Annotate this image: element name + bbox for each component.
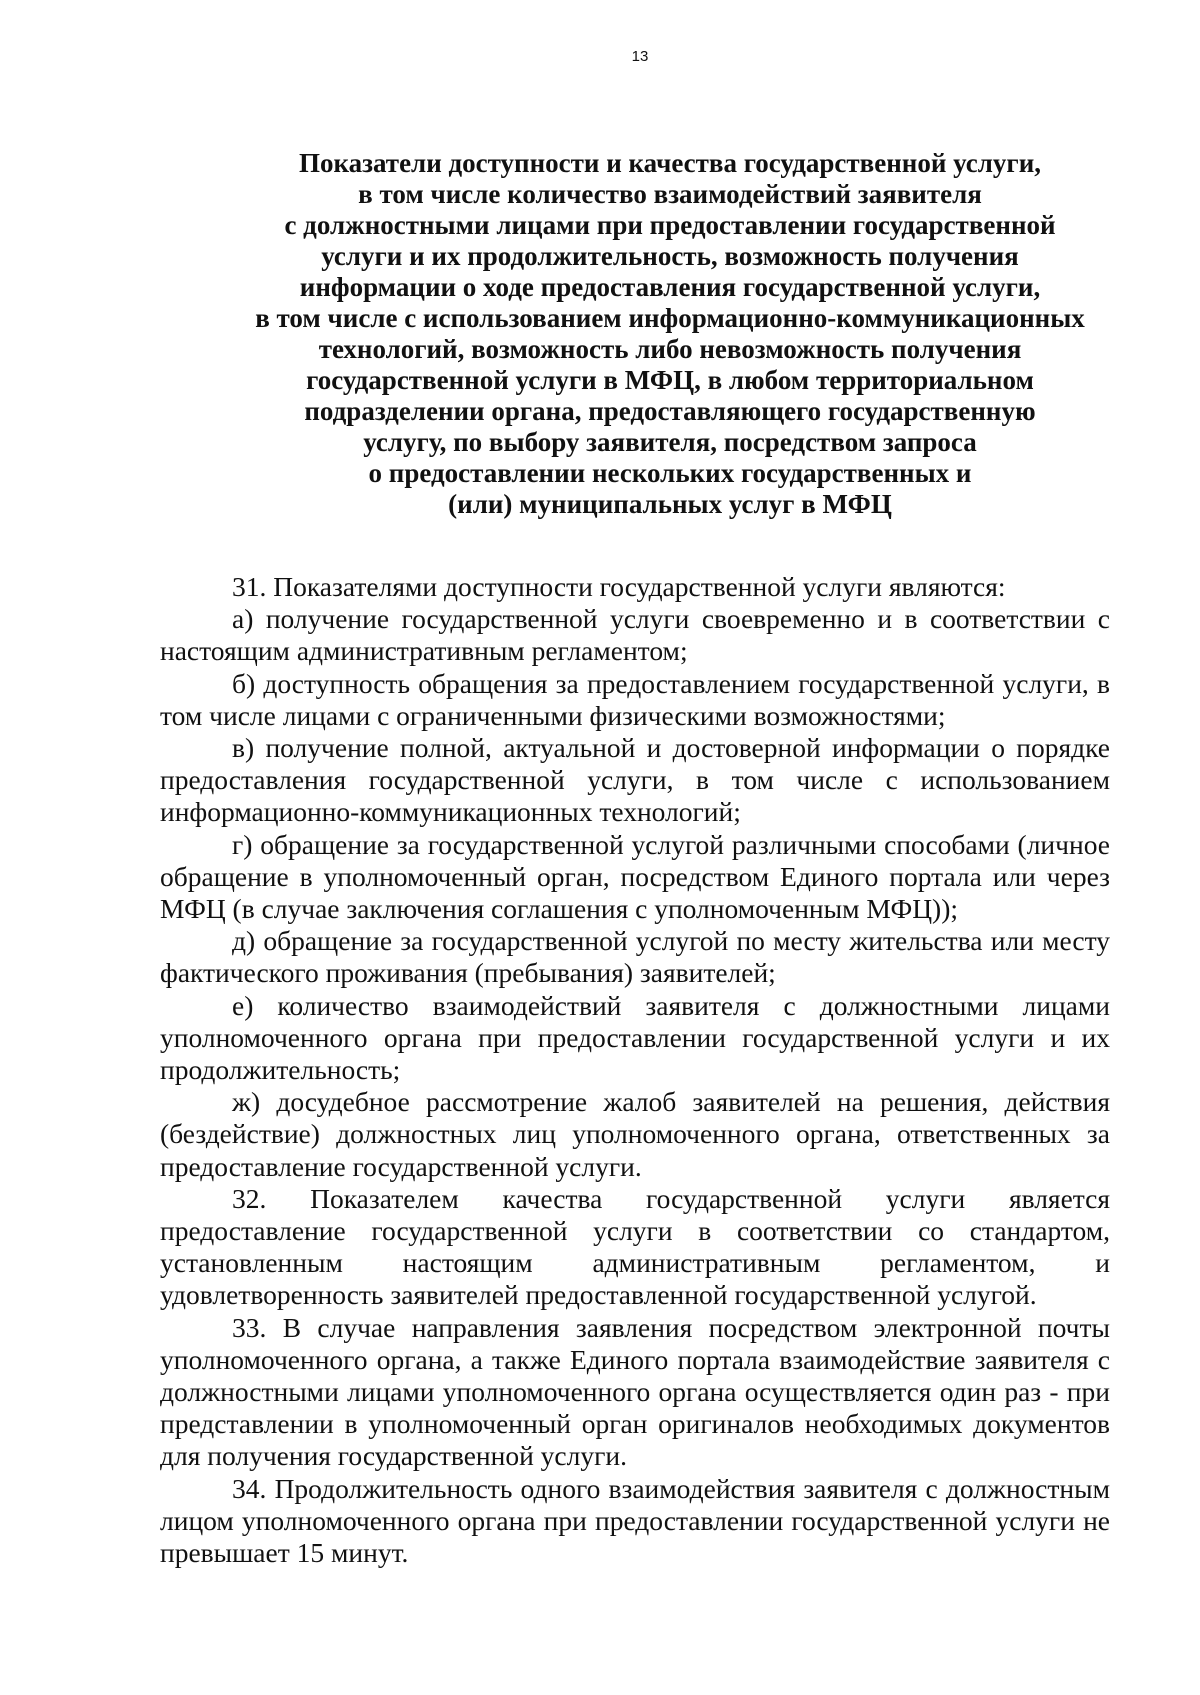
list-item-zh: ж) досудебное рассмотрение жалоб заявителей на решения, действия (бездействие) должностных лиц уполномоченного органа, ответственных за предоставление государственной услуги.	[160, 1086, 1110, 1182]
list-item-b: б) доступность обращения за предоставлением государственной услуги, в том числе лицами с ограниченными физическими возможностями;	[160, 667, 1110, 731]
paragraph-34: 34. Продолжительность одного взаимодействия заявителя с должностным лицом уполномоченного органа при предоставлении государственной услуги не превышает 15 минут.	[160, 1472, 1110, 1569]
heading-line: технологий, возможность либо невозможность получения	[318, 334, 1022, 364]
heading-line: в том числе количество взаимодействий заявителя	[358, 179, 982, 209]
section-heading	[230, 148, 1110, 520]
heading-line: Показатели доступности и качества государственной услуги,	[299, 148, 1041, 178]
list-item-d: д) обращение за государственной услугой по месту жительства или месту фактического проживания (пребывания) заявителей;	[160, 925, 1110, 989]
heading-line: подразделении органа, предоставляющего государственную	[304, 396, 1036, 426]
heading-line: информации о ходе предоставления государственной услуги,	[299, 272, 1041, 302]
paragraph-33: 33. В случае направления заявления посредством электронной почты уполномоченного органа, а также Единого портала взаимодействие заявителя с должностными лицами уполномоченного органа осуществляется один раз - при представлении в уполномоченный орган оригиналов необходимых документов для получения государственной услуги.	[160, 1311, 1110, 1472]
heading-line: услугу, по выбору заявителя, посредством запроса	[363, 427, 977, 457]
heading-line: о предоставлении нескольких государственных и	[368, 458, 972, 488]
heading-line: государственной услуги в МФЦ, в любом территориальном	[306, 365, 1034, 395]
paragraph-31-intro: 31. Показателями доступности государственной услуги являются:	[232, 571, 1006, 602]
page-number: 13	[631, 48, 649, 65]
list-item-e: е) количество взаимодействий заявителя с должностными лицами уполномоченного органа при предоставлении государственной услуги и их продолжительность;	[160, 989, 1110, 1086]
paragraph-32: 32. Показателем качества государственной услуги является предоставление государственной услуги в соответствии со стандартом, установленным настоящим административным регламентом, и удовлетворенность заявителей предоставленной государственной услугой.	[160, 1182, 1110, 1311]
heading-line: с должностными лицами при предоставлении государственной	[284, 210, 1056, 240]
list-item-v: в) получение полной, актуальной и достоверной информации о порядке предоставления государственной услуги, в том числе с использованием информационно-коммуникационных технологий;	[160, 732, 1110, 828]
heading-line: услуги и их продолжительность, возможность получения	[321, 241, 1019, 271]
list-item-a: а) получение государственной услуги своевременно и в соответствии с настоящим административным регламентом;	[160, 603, 1110, 667]
heading-line: в том числе с использованием информационно-коммуникационных	[255, 303, 1085, 333]
document-body	[160, 571, 1110, 1569]
list-item-g: г) обращение за государственной услугой различными способами (личное обращение в уполномоченный орган, посредством Единого портала или через МФЦ (в случае заключения соглашения с уполномоченным МФЦ));	[160, 828, 1110, 925]
heading-line: (или) муниципальных услуг в МФЦ	[448, 489, 892, 519]
